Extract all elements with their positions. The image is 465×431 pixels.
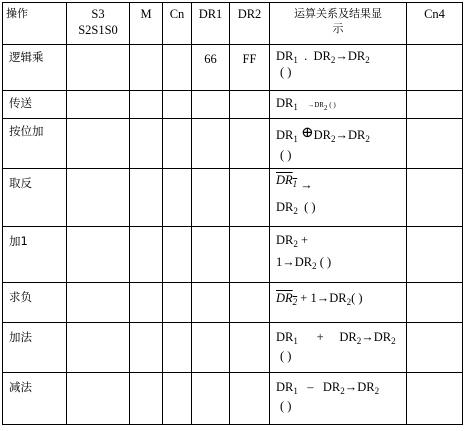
formula-line: $DR_1$ + $DR_2\to DR_2$ xyxy=(276,330,396,346)
result-cell xyxy=(270,227,407,283)
op-cell: 加1 xyxy=(3,227,67,283)
cn-cell xyxy=(163,119,192,169)
formula-line: $1\to DR_2$ ( ) xyxy=(276,255,332,271)
result-cell xyxy=(270,169,407,227)
op-cell: 按位加 xyxy=(3,119,67,169)
result-cell: $DR_1$ $\to DR_2$ ( ) xyxy=(270,91,407,119)
cn-cell xyxy=(163,227,192,283)
cn-cell xyxy=(163,169,192,227)
dr2-cell xyxy=(230,373,270,425)
m-cell xyxy=(130,169,163,227)
table-container xyxy=(2,2,463,425)
m-cell xyxy=(130,227,163,283)
formula-line: $\overline{DR}_1$ → xyxy=(276,173,313,192)
result-cell xyxy=(270,119,407,169)
table-row xyxy=(3,373,463,425)
dr1-cell xyxy=(192,91,230,119)
formula-line: $DR_1$ $\oplus DR_2\to DR_2$ xyxy=(276,125,370,144)
header-s-line2: S2S1S0 xyxy=(78,23,118,37)
s-cell xyxy=(67,119,130,169)
op-cell: 求负 xyxy=(3,283,67,323)
table-row xyxy=(3,227,463,283)
dr1-cell xyxy=(192,119,230,169)
cn4-cell xyxy=(407,283,463,323)
cn4-cell xyxy=(407,323,463,373)
cn-cell xyxy=(163,373,192,425)
formula-line: $DR_2$ + xyxy=(276,233,309,249)
dr1-cell xyxy=(192,373,230,425)
dr2-cell xyxy=(230,119,270,169)
header-dr1: DR1 xyxy=(192,3,230,45)
dr1-cell xyxy=(192,169,230,227)
m-cell xyxy=(130,373,163,425)
op-cell: 取反 xyxy=(3,169,67,227)
cn-cell xyxy=(163,45,192,91)
table-row xyxy=(3,323,463,373)
m-cell xyxy=(130,283,163,323)
cn4-cell xyxy=(407,119,463,169)
dr2-cell xyxy=(230,169,270,227)
cn-cell xyxy=(163,91,192,119)
result-blank: ( ) xyxy=(280,349,292,363)
header-m: M xyxy=(130,3,163,45)
result-cell xyxy=(270,45,407,91)
header-op: 操作 xyxy=(3,3,67,45)
dr2-cell xyxy=(230,323,270,373)
cn4-cell xyxy=(407,227,463,283)
op-cell: 逻辑乘 xyxy=(3,45,67,91)
result-cell: $\overline{DR}_2 + 1\to DR_2$( ) xyxy=(270,283,407,323)
op-cell: 传送 xyxy=(3,91,67,119)
header-dr2: DR2 xyxy=(230,3,270,45)
dr1-cell xyxy=(192,283,230,323)
cn4-cell xyxy=(407,91,463,119)
experiment-table xyxy=(2,2,463,425)
s-cell xyxy=(67,169,130,227)
formula-line: $DR_2$ ( ) xyxy=(276,200,316,216)
table-row xyxy=(3,45,463,91)
header-cn4: Cn4 xyxy=(407,3,463,45)
cn-cell xyxy=(163,283,192,323)
dr2-cell xyxy=(230,91,270,119)
header-s xyxy=(67,3,130,45)
s-cell xyxy=(67,227,130,283)
result-cell xyxy=(270,323,407,373)
formula-line: $DR_1$ . $DR_2\to DR_2$ xyxy=(276,49,370,65)
dr1-cell xyxy=(192,323,230,373)
result-blank: ( ) xyxy=(280,148,292,162)
header-result xyxy=(270,3,407,45)
s-cell xyxy=(67,323,130,373)
op-cell: 减法 xyxy=(3,373,67,425)
cn4-cell xyxy=(407,373,463,425)
table-row xyxy=(3,169,463,227)
result-cell xyxy=(270,373,407,425)
dr2-cell xyxy=(230,227,270,283)
m-cell xyxy=(130,119,163,169)
header-s-line1: S3 xyxy=(91,7,105,21)
m-cell xyxy=(130,91,163,119)
table-row xyxy=(3,91,463,119)
dr1-cell: 66 xyxy=(192,45,230,91)
cn4-cell xyxy=(407,45,463,91)
m-cell xyxy=(130,323,163,373)
dr1-cell xyxy=(192,227,230,283)
header-result-line2: 示 xyxy=(332,22,344,35)
formula-line: $DR_1$ – $DR_2\to DR_2$ xyxy=(276,380,380,396)
dr2-cell: FF xyxy=(230,45,270,91)
header-cn: Cn xyxy=(163,3,192,45)
dr2-cell xyxy=(230,283,270,323)
table-row xyxy=(3,283,463,323)
cn4-cell xyxy=(407,169,463,227)
table-row xyxy=(3,119,463,169)
op-cell: 加法 xyxy=(3,323,67,373)
cn-cell xyxy=(163,323,192,373)
result-blank: ( ) xyxy=(280,399,292,413)
m-cell xyxy=(130,45,163,91)
s-cell xyxy=(67,373,130,425)
result-blank: ( ) xyxy=(280,65,292,79)
s-cell xyxy=(67,91,130,119)
header-result-line1: 运算关系及结果显 xyxy=(294,7,382,20)
s-cell xyxy=(67,45,130,91)
header-row xyxy=(3,3,463,45)
s-cell xyxy=(67,283,130,323)
